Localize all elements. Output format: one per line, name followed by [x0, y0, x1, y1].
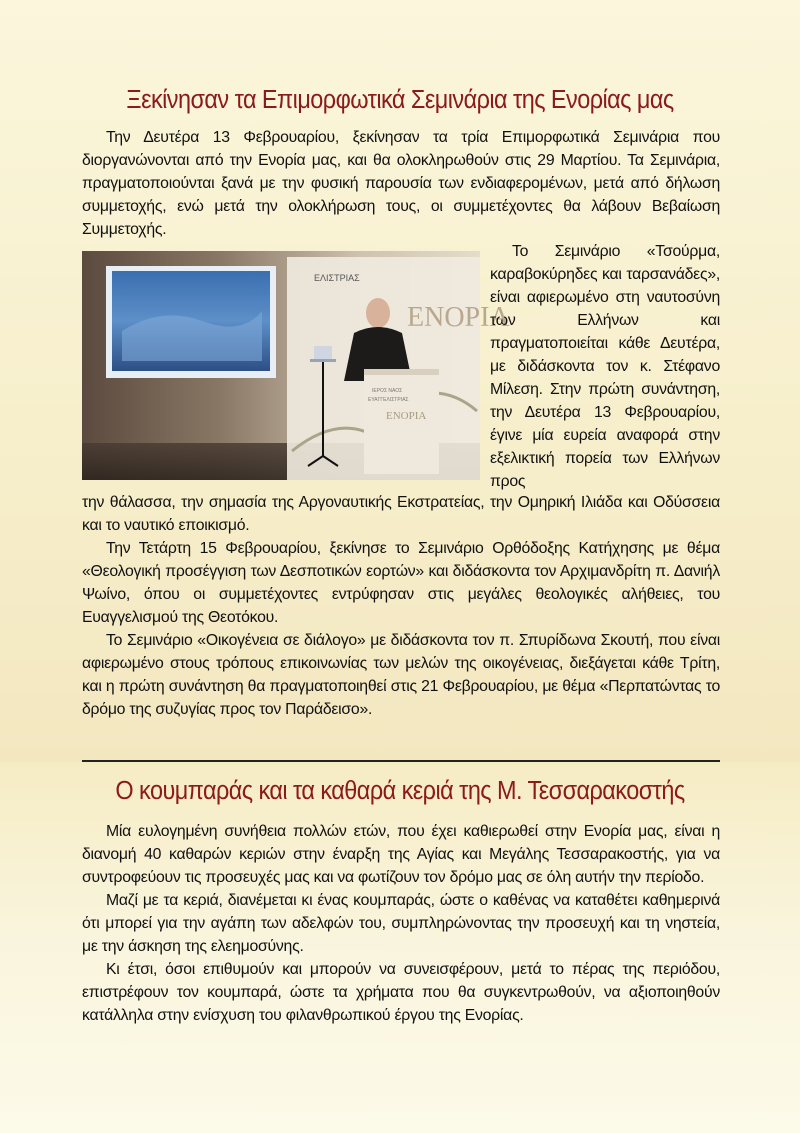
podium-logo-text: ΕΝΟΡΙΑ	[386, 410, 427, 422]
podium-line2: ΕΥΑΓΓΕΛΙΣΤΡΙΑΣ	[368, 397, 409, 403]
section-divider	[82, 760, 720, 762]
seminars-intro	[82, 126, 720, 241]
seminar-photo	[82, 251, 510, 480]
candles-paragraph-1: Μία ευλογημένη συνήθεια πολλών ετών, που έχει καθιερωθεί στην Ενορία μας, είναι η διανομή 40 καθαρών κεριών στην έναρξη της Αγίας και Μεγάλης Τεσσαρακοστής, για να συντροφεύουν τις προσευχές μας και να φωτίζουν τον δρόμο μας σε όλη αυτήν την περίοδο.	[82, 823, 720, 886]
catechism-paragraph: Την Τετάρτη 15 Φεβρουαρίου, ξεκίνησε το Σεμινάριο Ορθόδοξης Κατήχησης με θέμα «Θεολογική προσέγγιση των Δεσποτικών εορτών» και διδάσκοντα τον Αρχιμανδρίτη π. Δανιήλ Ψωίνο, όπου οι συμμετέχοντες εντρύφησαν στις μεγάλες θεολογικές αλήθειες, του Ευαγγελισμού της Θεοτόκου.	[82, 540, 720, 626]
candles-paragraph-2: Μαζί με τα κεριά, διανέμεται κι ένας κουμπαράς, ώστε ο καθένας να καταθέτει καθημερινά ότι μπορεί για την αγάπη των αδελφών του, συμπληρώνοντας την προσευχή και τη νηστεία, με την άσκηση της ελεημοσύνης.	[82, 892, 720, 955]
seminars-title: Ξεκίνησαν τα Επιμορφωτικά Σεμινάρια της Ενορίας μας	[126, 86, 674, 114]
sea-seminar-text: Το Σεμινάριο «Τσούρμα, καραβοκύρηδες και ταρσανάδες», είναι αφιερωμένο στη ναυτοσύνη των Ελλήνων και πραγματοποιείται κάθε Δευτέρα, με διδάσκοντα τον κ. Στέφανο Μίλεση. Στην πρώτη συνάντηση, την Δευτέρα 13 Φεβρουαρίου, έγινε μία ευρεία αναφορά στην εξελικτική πορεία των Ελλήνων προς	[490, 243, 720, 490]
candles-body	[82, 820, 720, 1027]
seminar-photo-illustration	[82, 251, 510, 480]
candles-paragraph-3: Κι έτσι, όσοι επιθυμούν και μπορούν να συνεισφέρουν, μετά το πέρας της περιόδου, επιστρέφουν τον κουμπαρά, ώστε τα χρήματα που θα συγκεντρωθούν, να αξιοποιηθούν κατάλληλα στην ενίσχυση του φιλανθρωπικού έργου της Ενορίας.	[82, 961, 720, 1024]
sea-seminar-paragraph	[490, 240, 720, 493]
candles-title: Ο κουμπαράς και τα καθαρά κεριά της Μ. Τεσσαρακοστής	[115, 777, 685, 805]
banner-top-text: ΕΛΙΣΤΡΙΑΣ	[314, 273, 360, 283]
sea-seminar-continuation: την θάλασσα, την σημασία της Αργοναυτικής Εκστρατείας, την Ομηρική Ιλιάδα και Οδύσσεια και το ναυτικό εποικισμό.	[82, 494, 720, 534]
podium-line1: ΙΕΡΟΣ ΝΑΟΣ	[372, 388, 403, 394]
banner-logo-text: ΕΝΟΡΙΑ	[407, 302, 510, 333]
family-seminar-paragraph: Το Σεμινάριο «Οικογένεια σε διάλογο» με διδάσκοντα τον π. Σπυρίδωνα Σκουτή, που είναι αφιερωμένο στους τρόπους επικοινωνίας των μελών της οικογένειας, διεξάγεται κάθε Τρίτη, και η πρώτη συνάντηση θα πραγματοποιηθεί στις 21 Φεβρουαρίου, με θέμα «Περπατώντας το δρόμο της συζυγίας προς τον Παράδεισο».	[82, 632, 720, 718]
seminars-continuation	[82, 491, 720, 721]
intro-paragraph: Την Δευτέρα 13 Φεβρουαρίου, ξεκίνησαν τα τρία Επιμορφωτικά Σεμινάρια που διοργανώνονται από την Ενορία μας, και θα ολοκληρωθούν στις 29 Μαρτίου. Τα Σεμινάρια, πραγματοποιούνται ξανά με την φυσική παρουσία των ενδιαφερομένων, μετά από δήλωση συμμετοχής, ενώ μετά την ολοκλήρωση τους, οι συμμετέχοντες θα λάβουν Βεβαίωση Συμμετοχής.	[82, 129, 720, 238]
